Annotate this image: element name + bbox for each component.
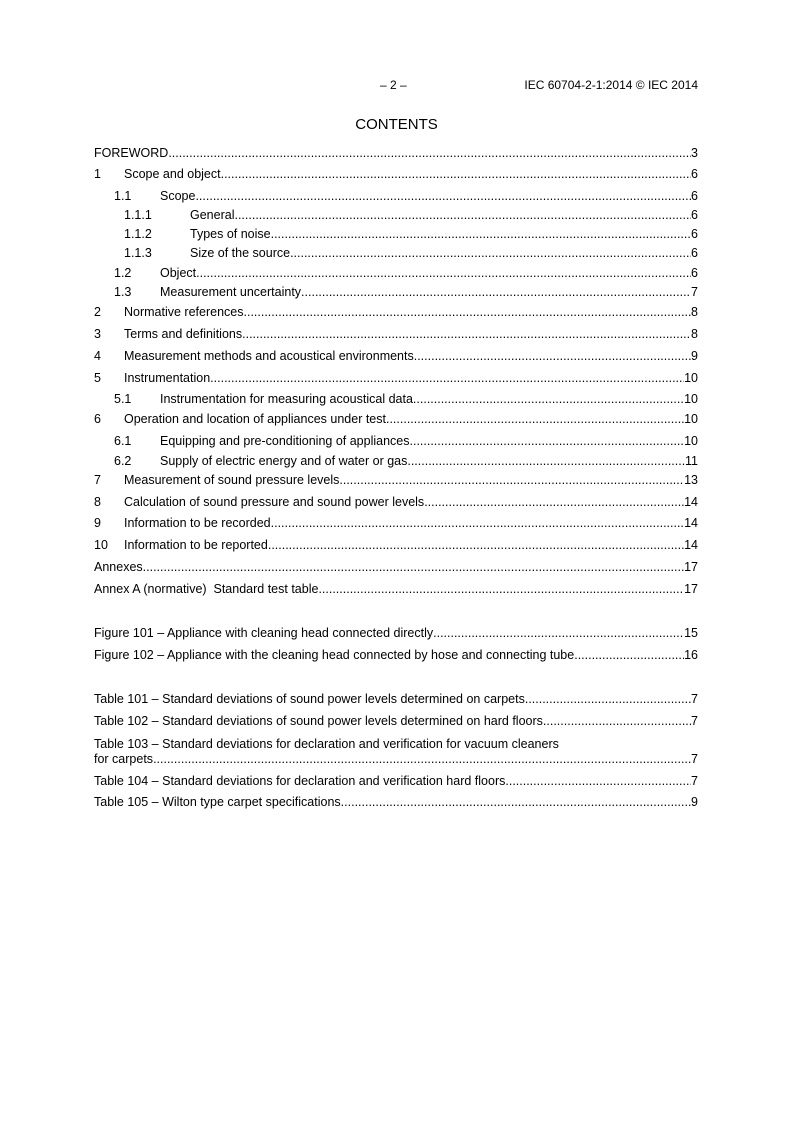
contents-title: CONTENTS: [355, 116, 438, 133]
toc-entry-label: Object: [160, 266, 197, 280]
toc-entry-number: 5: [94, 371, 101, 385]
toc-entry-label: Information to be recorded: [124, 516, 271, 530]
figure-entry-label: Figure 102 – Appliance with the cleaning head connected by hose and connecting tube: [94, 648, 575, 662]
leader-dots: [318, 582, 684, 597]
list-of-tables-entry-101[interactable]: [94, 692, 698, 707]
list-of-figures-entry-102[interactable]: [94, 648, 698, 663]
toc-entry-label: Calculation of sound pressure and sound power levels: [124, 495, 425, 509]
toc-entry-label: Annexes: [94, 560, 143, 574]
toc-entry-page: 9: [691, 349, 698, 363]
toc-entry-6[interactable]: [94, 412, 698, 427]
toc-entry-label: FOREWORD: [94, 146, 169, 160]
leader-dots: [153, 752, 691, 767]
toc-entry-page: 17: [684, 582, 698, 596]
toc-entry-label: Information to be reported: [124, 538, 268, 552]
toc-entry-label: Annex A (normative) Standard test table: [94, 582, 319, 596]
toc-entry-label: Instrumentation for measuring acoustical data: [160, 392, 413, 406]
toc-entry-label: Normative references: [124, 305, 244, 319]
leader-dots: [505, 774, 691, 789]
toc-entry-label: Equipping and pre-conditioning of appliances: [160, 434, 410, 448]
toc-entry-page: 6: [691, 208, 698, 222]
toc-entry-foreword[interactable]: [94, 146, 698, 161]
figure-entry-label: Figure 101 – Appliance with cleaning head connected directly: [94, 626, 434, 640]
leader-dots: [433, 626, 684, 641]
table-entry-label: Table 104 – Standard deviations for declaration and verification hard floors: [94, 774, 506, 788]
toc-entry-page: 7: [691, 285, 698, 299]
list-of-tables-entry-104[interactable]: [94, 774, 698, 789]
table-of-contents: [94, 0, 698, 1122]
leader-dots: [339, 473, 684, 488]
leader-dots: [221, 167, 691, 182]
toc-entry-number: 1.1.3: [124, 246, 152, 260]
leader-dots: [234, 208, 691, 223]
leader-dots: [410, 434, 685, 449]
toc-entry-4[interactable]: [94, 349, 698, 364]
toc-entry-page: 13: [684, 473, 698, 487]
toc-entry-page: 8: [691, 327, 698, 341]
toc-entry-1-3[interactable]: [94, 285, 698, 300]
toc-entry-1-2[interactable]: [94, 266, 698, 281]
toc-entry-1-1[interactable]: [94, 189, 698, 204]
toc-entry-label: Supply of electric energy and of water or gas: [160, 454, 408, 468]
toc-entry-10[interactable]: [94, 538, 698, 553]
toc-entry-label: Measurement methods and acoustical environments: [124, 349, 414, 363]
toc-entry-page: 14: [684, 495, 698, 509]
toc-entry-number: 5.1: [114, 392, 132, 406]
leader-dots: [414, 349, 691, 364]
leader-dots: [386, 412, 684, 427]
table-entry-page: 7: [691, 692, 698, 706]
leader-dots: [143, 560, 684, 575]
toc-entry-page: 11: [685, 454, 698, 468]
list-of-tables-entry-105[interactable]: [94, 795, 698, 810]
toc-entry-number: 2: [94, 305, 101, 319]
toc-entry-label: Types of noise: [190, 227, 271, 241]
toc-entry-page: 6: [691, 246, 698, 260]
leader-dots: [574, 648, 684, 663]
leader-dots: [543, 714, 691, 729]
leader-dots: [424, 495, 684, 510]
toc-entry-8[interactable]: [94, 495, 698, 510]
leader-dots: [413, 392, 684, 407]
leader-dots: [271, 227, 691, 242]
leader-dots: [195, 189, 691, 204]
leader-dots: [242, 327, 691, 342]
leader-dots: [168, 146, 691, 161]
figure-entry-page: 15: [684, 626, 698, 640]
toc-entry-page: 10: [684, 434, 698, 448]
toc-entry-label: Size of the source: [190, 246, 291, 260]
toc-entry-label: Instrumentation: [124, 371, 211, 385]
toc-entry-number: 1.3: [114, 285, 132, 299]
toc-entry-9[interactable]: [94, 516, 698, 531]
leader-dots: [525, 692, 691, 707]
table-entry-label-continued: for carpets: [94, 752, 154, 766]
toc-entry-1[interactable]: [94, 167, 698, 182]
figure-entry-page: 16: [684, 648, 698, 662]
toc-entry-number: 6.2: [114, 454, 132, 468]
toc-entry-label: Measurement of sound pressure levels: [124, 473, 340, 487]
toc-entry-page: 14: [684, 516, 698, 530]
toc-entry-number: 6.1: [114, 434, 132, 448]
toc-entry-number: 1: [94, 167, 101, 181]
toc-entry-label: Terms and definitions: [124, 327, 243, 341]
leader-dots: [268, 538, 684, 553]
toc-entry-page: 10: [684, 412, 698, 426]
table-entry-label: Table 103 – Standard deviations for declaration and verification for vacuum cleaners: [94, 737, 559, 751]
toc-entry-annexes[interactable]: [94, 560, 698, 575]
table-entry-page: 7: [691, 774, 698, 788]
toc-entry-page: 6: [691, 189, 698, 203]
leader-dots: [210, 371, 684, 386]
toc-entry-page: 10: [684, 371, 698, 385]
toc-entry-page: 8: [691, 305, 698, 319]
toc-entry-number: 3: [94, 327, 101, 341]
toc-entry-page: 3: [691, 146, 698, 160]
leader-dots: [407, 454, 685, 469]
toc-entry-annex-a[interactable]: [94, 582, 698, 597]
table-entry-label: Table 105 – Wilton type carpet specifications: [94, 795, 341, 809]
leader-dots: [244, 305, 692, 320]
toc-entry-6-2[interactable]: [94, 454, 698, 469]
toc-entry-number: 6: [94, 412, 101, 426]
table-entry-label: Table 102 – Standard deviations of sound power levels determined on hard floors: [94, 714, 543, 728]
list-of-tables-entry-102[interactable]: [94, 714, 698, 729]
leader-dots: [271, 516, 684, 531]
toc-entry-label: Scope and object: [124, 167, 221, 181]
toc-entry-number: 4: [94, 349, 101, 363]
toc-entry-page: 17: [684, 560, 698, 574]
toc-entry-label: Operation and location of appliances under test: [124, 412, 386, 426]
toc-entry-2[interactable]: [94, 305, 698, 320]
toc-entry-page: 6: [691, 227, 698, 241]
table-entry-page: 9: [691, 795, 698, 809]
toc-entry-label: General: [190, 208, 235, 222]
toc-entry-label: Measurement uncertainty: [160, 285, 302, 299]
toc-entry-7[interactable]: [94, 473, 698, 488]
list-of-figures-entry-101[interactable]: [94, 626, 698, 641]
toc-entry-1-1-2[interactable]: [94, 227, 698, 242]
toc-entry-page: 6: [691, 266, 698, 280]
toc-entry-1-1-1[interactable]: [94, 208, 698, 223]
toc-entry-number: 8: [94, 495, 101, 509]
toc-entry-3[interactable]: [94, 327, 698, 342]
table-entry-label: Table 101 – Standard deviations of sound power levels determined on carpets: [94, 692, 525, 706]
page-number: – 2 –: [380, 78, 407, 92]
toc-entry-number: 1.1: [114, 189, 132, 203]
toc-entry-number: 10: [94, 538, 108, 552]
toc-entry-number: 7: [94, 473, 101, 487]
leader-dots: [290, 246, 691, 261]
table-entry-page: 7: [691, 714, 698, 728]
toc-entry-5[interactable]: [94, 371, 698, 386]
toc-entry-page: 6: [691, 167, 698, 181]
toc-entry-6-1[interactable]: [94, 434, 698, 449]
toc-entry-5-1[interactable]: [94, 392, 698, 407]
toc-entry-number: 1.1.1: [124, 208, 152, 222]
leader-dots: [341, 795, 691, 810]
toc-entry-page: 10: [684, 392, 698, 406]
table-entry-page: 7: [691, 752, 698, 766]
leader-dots: [301, 285, 691, 300]
toc-entry-1-1-3[interactable]: [94, 246, 698, 261]
list-of-tables-entry-103[interactable]: [94, 737, 698, 767]
toc-entry-number: 1.2: [114, 266, 132, 280]
toc-entry-number: 9: [94, 516, 101, 530]
leader-dots: [196, 266, 691, 281]
toc-entry-page: 14: [684, 538, 698, 552]
toc-entry-number: 1.1.2: [124, 227, 152, 241]
toc-entry-label: Scope: [160, 189, 196, 203]
document-reference: IEC 60704-2-1:2014 © IEC 2014: [524, 78, 698, 92]
